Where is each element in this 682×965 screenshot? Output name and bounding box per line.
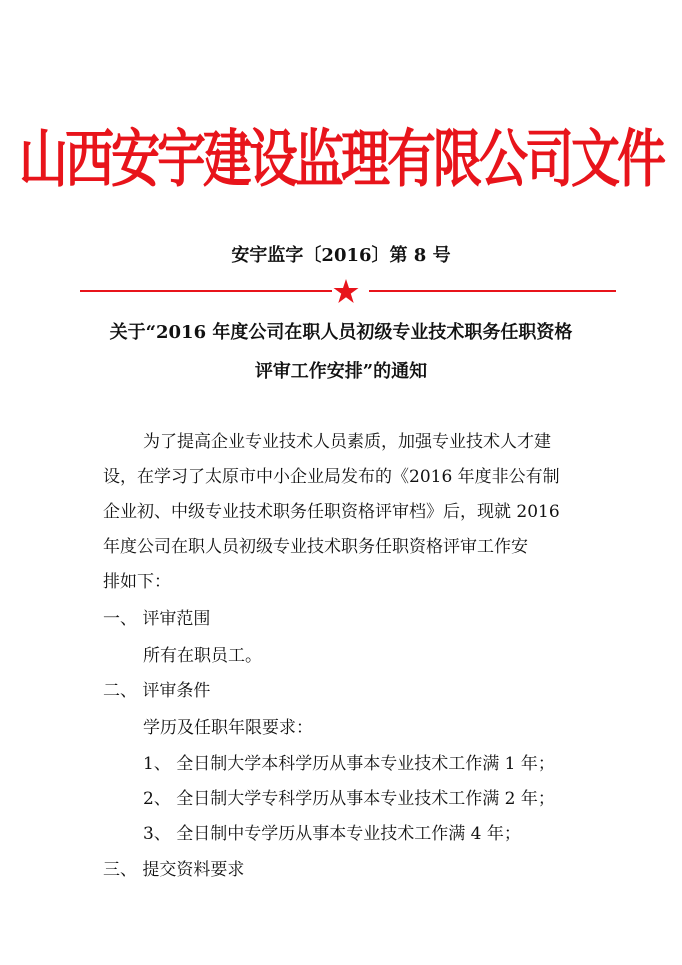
star-icon <box>333 278 359 304</box>
intro-line-1: 为了提高企业专业技术人员素质，加强专业技术人才建 <box>143 432 551 452</box>
intro-line-2: 设，在学习了太原市中小企业局发布的《2016 年度非公有制 <box>103 467 560 487</box>
document-number: 安宇监字〔2016〕第 8 号 <box>231 245 451 266</box>
document-header-title: 山西安宇建设监理有限公司文件 <box>18 122 663 196</box>
red-divider-right <box>369 290 616 292</box>
section-2-intro: 学历及任职年限要求： <box>143 718 313 738</box>
section-1-heading: 一、 评审范围 <box>103 609 211 629</box>
section-2-item-1: 1、 全日制大学本科学历从事本专业技术工作满 1 年； <box>143 754 555 774</box>
section-2-item-3: 3、 全日制中专学历从事本专业技术工作满 4 年； <box>143 824 521 844</box>
notice-title-line-2: 评审工作安排”的通知 <box>254 361 428 382</box>
notice-title-line-1: 关于“2016 年度公司在职人员初级专业技术职务任职资格 <box>109 322 573 343</box>
section-2-heading: 二、 评审条件 <box>103 681 211 701</box>
section-2-item-2: 2、 全日制大学专科学历从事本专业技术工作满 2 年； <box>143 789 555 809</box>
intro-line-3: 企业初、中级专业技术职务任职资格评审档》后，现就 2016 <box>103 502 560 522</box>
intro-line-5: 排如下： <box>103 572 171 592</box>
section-3-heading: 三、 提交资料要求 <box>103 860 245 880</box>
intro-line-4: 年度公司在职人员初级专业技术职务任职资格评审工作安 <box>103 537 528 557</box>
section-1-content: 所有在职员工。 <box>143 646 262 666</box>
red-divider-left <box>80 290 332 292</box>
